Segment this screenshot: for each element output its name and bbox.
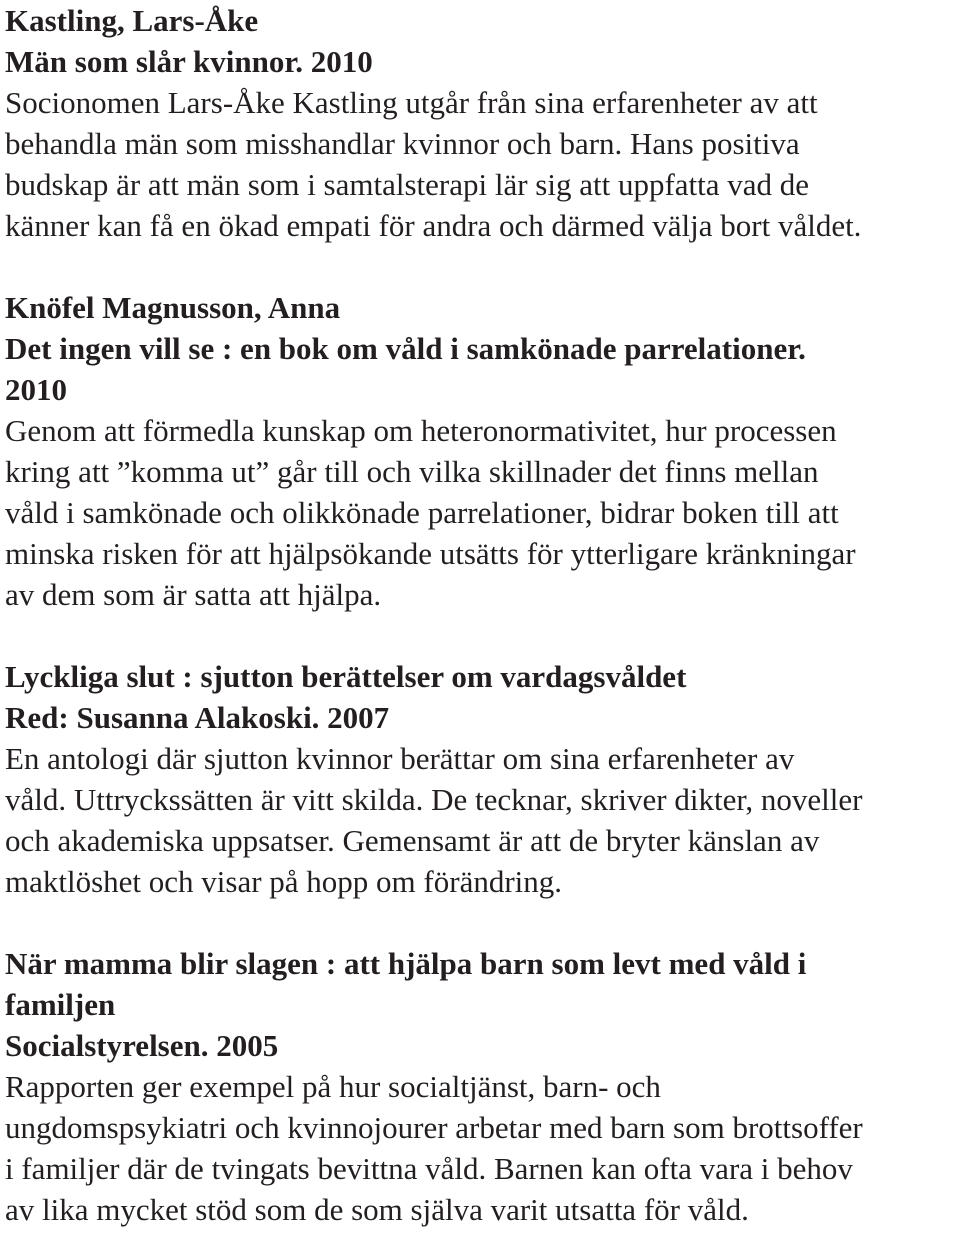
book-entry — [5, 656, 955, 902]
entry-description-line: Genom att förmedla kunskap om heteronormativitet, hur processen — [5, 413, 837, 448]
entry-title: Lyckliga slut : sjutton berättelser om vardagsvåldet — [5, 659, 687, 694]
entry-author: Kastling, Lars-Åke — [5, 3, 259, 38]
entry-description-line: Socionomen Lars-Åke Kastling utgår från sina erfarenheter av att — [5, 85, 818, 120]
entry-description-line: maktlöshet och visar på hopp om förändring. — [5, 864, 563, 899]
entry-description-line: behandla män som misshandlar kvinnor och barn. Hans positiva — [5, 126, 800, 161]
book-entry — [5, 0, 955, 246]
book-entry — [5, 943, 955, 1230]
entry-description-line: våld. Uttryckssätten är vitt skilda. De tecknar, skriver dikter, noveller — [5, 782, 863, 817]
entry-author: Knöfel Magnusson, Anna — [5, 290, 341, 325]
entry-spacer — [5, 246, 955, 287]
entry-title: När mamma blir slagen : att hjälpa barn som levt med våld i — [5, 946, 807, 981]
entry-spacer — [5, 902, 955, 943]
entry-description-line: i familjer där de tvingats bevittna våld. Barnen kan ofta vara i behov — [5, 1151, 853, 1186]
entry-title: Det ingen vill se : en bok om våld i samkönade parrelationer. — [5, 331, 806, 366]
entry-description-line: av dem som är satta att hjälpa. — [5, 577, 382, 612]
entry-description-line: budskap är att män som i samtalsterapi lär sig att uppfatta vad de — [5, 167, 810, 202]
entry-title: familjen — [5, 987, 116, 1022]
entry-description-line: av lika mycket stöd som de som själva varit utsatta för våld. — [5, 1192, 749, 1227]
entry-description-line: Rapporten ger exempel på hur socialtjänst, barn- och — [5, 1069, 661, 1104]
entry-description-line: kring att ”komma ut” går till och vilka skillnader det finns mellan — [5, 454, 819, 489]
entry-spacer — [5, 615, 955, 656]
entry-description-line: En antologi där sjutton kvinnor berättar om sina erfarenheter av — [5, 741, 795, 776]
entry-publisher: Socialstyrelsen. 2005 — [5, 1028, 279, 1063]
document-page — [5, 0, 955, 1230]
entry-title: Män som slår kvinnor. 2010 — [5, 44, 373, 79]
book-entry — [5, 287, 955, 615]
entry-description-line: våld i samkönade och olikkönade parrelationer, bidrar boken till att — [5, 495, 839, 530]
entry-description-line: minska risken för att hjälpsökande utsätts för ytterligare kränkningar — [5, 536, 856, 571]
entry-description-line: känner kan få en ökad empati för andra och därmed välja bort våldet. — [5, 208, 862, 243]
entry-description-line: och akademiska uppsatser. Gemensamt är att de bryter känslan av — [5, 823, 820, 858]
entry-editor: Red: Susanna Alakoski. 2007 — [5, 700, 390, 735]
entry-year: 2010 — [5, 372, 67, 407]
entry-description-line: ungdomspsykiatri och kvinnojourer arbetar med barn som brottsoffer — [5, 1110, 863, 1145]
